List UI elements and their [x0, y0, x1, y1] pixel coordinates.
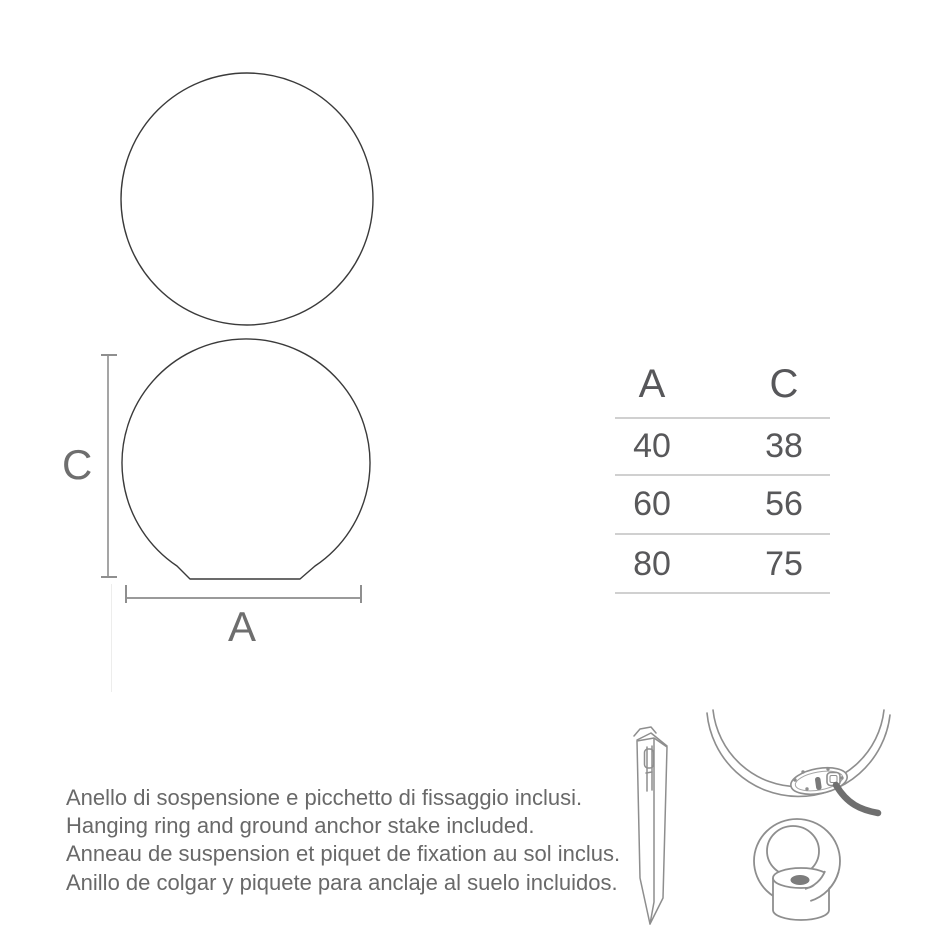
height-dimension-tick-top: [101, 354, 117, 356]
height-dimension-tick-bottom: [101, 576, 117, 578]
sphere-flat-base-outline-icon: [122, 339, 370, 579]
size-table-cell: 75: [765, 545, 803, 583]
size-table-cell: 80: [633, 545, 671, 583]
sphere-outline-icon: [121, 73, 373, 325]
note-line-french: Anneau de suspension et piquet de fixation au sol inclus.: [66, 841, 621, 867]
table-rule: [615, 592, 830, 594]
width-dimension-tick-left: [125, 585, 127, 603]
size-table-cell: 60: [633, 485, 671, 523]
guide-line: [111, 584, 112, 692]
table-rule: [615, 533, 830, 535]
sphere-base-with-cable-icon: [707, 710, 890, 813]
product-notes: [66, 784, 620, 897]
note-line-spanish: Anillo de colgar y piquete para anclaje al suelo incluidos.: [66, 869, 618, 895]
ground-anchor-stake-icon: [634, 727, 667, 924]
width-dimension-tick-right: [360, 585, 362, 603]
table-rule: [615, 417, 830, 419]
size-table-header-a: A: [638, 362, 666, 406]
size-table-cell: 40: [633, 427, 671, 465]
width-dimension-label: A: [228, 603, 257, 650]
size-table-cell: 56: [765, 485, 803, 523]
size-table-cell: 38: [765, 427, 803, 465]
size-table-header-c: C: [769, 362, 799, 406]
width-dimension-line: [126, 597, 362, 599]
table-rule: [615, 474, 830, 476]
note-line-english: Hanging ring and ground anchor stake included.: [66, 813, 535, 839]
hanging-ring-icon: [754, 819, 840, 920]
height-dimension-label: C: [62, 441, 93, 488]
note-line-italian: Anello di sospensione e picchetto di fissaggio inclusi.: [66, 785, 583, 810]
height-dimension-line: [107, 355, 109, 578]
